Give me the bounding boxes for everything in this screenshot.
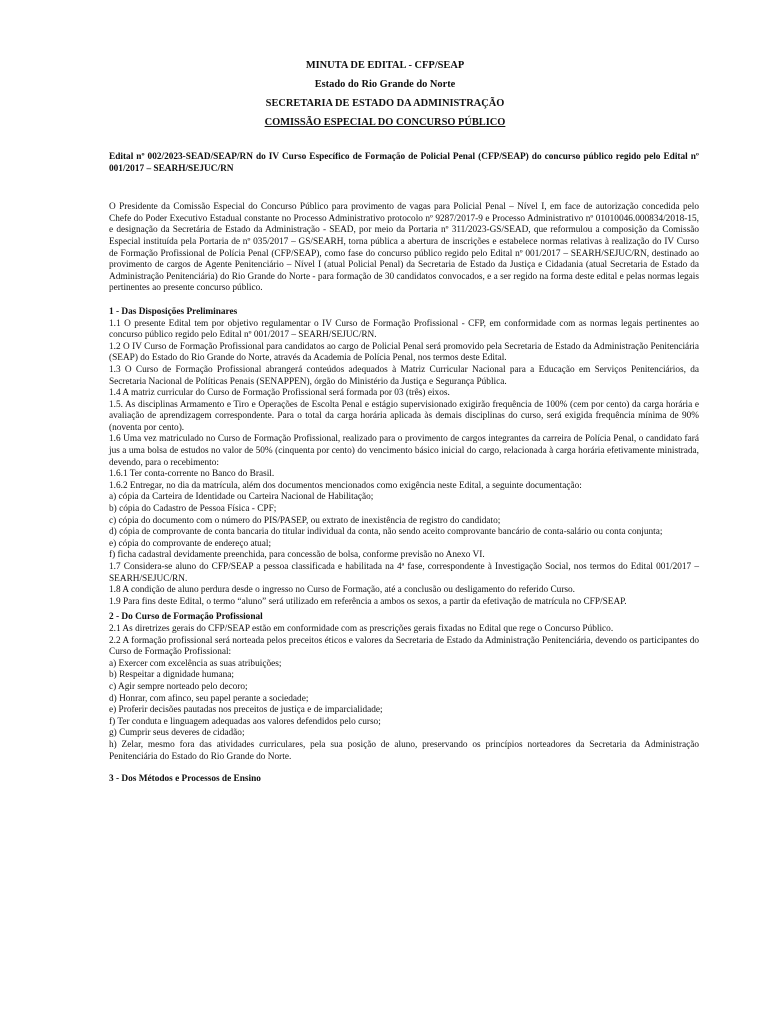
clause-2-2: 2.2 A formação profissional será norteada pelos preceitos éticos e valores da Secretaria de Estado da Administração Penitenciária, devendo os participantes do Curso de Formação Profissional: [109, 635, 699, 658]
list-item-b: b) Respeitar a dignidade humana; [109, 670, 234, 681]
list-item-f: f) Ter conduta e linguagem adequadas aos valores defendidos pelo curso; [109, 716, 381, 727]
section-1-title: 1 - Das Disposições Preliminares [109, 306, 238, 317]
edital-title: Edital nº 002/2023-SEAD/SEAP/RN do IV Curso Específico de Formação de Policial Penal (CFP/SEAP) do concurso público regido pelo Edital nº 001/2017 – SEARH/SEJUC/RN [109, 152, 699, 174]
header-state: Estado do Rio Grande do Norte [314, 79, 456, 90]
clause-1-8: 1.8 A condição de aluno perdura desde o ingresso no Curso de Formação, até a conclusão ou desligamento do referido Curso. [109, 585, 576, 596]
clause-1-4: 1.4 A matriz curricular do Curso de Formação Profissional será formada por 03 (três) eixos. [109, 388, 450, 399]
section-2-title: 2 - Do Curso de Formação Profissional [109, 612, 263, 623]
list-item-f: f) ficha cadastral devidamente preenchida, para concessão de bolsa, conforme previsão no Anexo VI. [109, 550, 485, 561]
clause-2-1: 2.1 As diretrizes gerais do CFP/SEAP estão em conformidade com as prescrições gerais fixadas no Edital que rege o Concurso Público. [109, 623, 614, 634]
clause-1-6-2: 1.6.2 Entregar, no dia da matrícula, além dos documentos mencionados como exigência neste Edital, a seguinte documentação: [109, 480, 582, 491]
list-item-h: h) Zelar, mesmo fora das atividades curriculares, pela sua posição de aluno, preservando os princípios norteadores da Secretaria da Administração Penitenciária do Estado do Rio Grande do Norte. [109, 739, 699, 762]
list-item-b: b) cópia do Cadastro de Pessoa Física - CPF; [109, 504, 277, 515]
clause-1-3: 1.3 O Curso de Formação Profissional abrangerá conteúdos adequados à Matriz Curricular Nacional para a Educação em Serviços Penitenciários, da Secretaria Nacional de Políticas Penais (SENAPPEN), órgão do Ministério da Justiça e Segurança Pública. [109, 364, 699, 387]
document-body [109, 152, 699, 786]
header-commission: COMISSÃO ESPECIAL DO CONCURSO PÚBLICO [264, 117, 506, 128]
list-item-c: c) Agir sempre norteado pelo decoro; [109, 681, 248, 692]
clause-1-6-1: 1.6.1 Ter conta-corrente no Banco do Brasil. [109, 469, 275, 480]
list-item-a: a) cópia da Carteira de Identidade ou Carteira Nacional de Habilitação; [109, 492, 374, 503]
section-3-title: 3 - Dos Métodos e Processos de Ensino [109, 774, 261, 785]
header-secretariat: SECRETARIA DE ESTADO DA ADMINISTRAÇÃO [265, 98, 505, 109]
list-item-c: c) cópia do documento com o número do PIS/PASEP, ou extrato de inexistência de registro do candidato; [109, 515, 501, 526]
clause-1-5: 1.5. As disciplinas Armamento e Tiro e Operações de Escolta Penal e estágio supervisionado exigirão frequência de 100% (cem por cento) da carga horária e avaliação de aprendizagem correspondente. Para o total da carga horária aplicada às demais disciplinas do curso, será exigida frequência mínima de 90% (noventa por cento). [109, 399, 699, 433]
list-item-g: g) Cumprir seus deveres de cidadão; [109, 728, 245, 739]
clause-1-7: 1.7 Considera-se aluno do CFP/SEAP a pessoa classificada e habilitada na 4ª fase, correspondente à Investigação Social, nos termos do Edital 001/2017 – SEARH/SEJUC/RN. [109, 562, 699, 584]
list-item-d: d) Honrar, com afinco, seu papel perante a sociedade; [109, 693, 309, 704]
list-item-d: d) cópia de comprovante de conta bancaria do titular individual da conta, não sendo aceito comprovante bancário de conta-salário ou conta conjunta; [109, 527, 663, 538]
list-item-a: a) Exercer com excelência as suas atribuições; [109, 658, 282, 669]
clause-1-2: 1.2 O IV Curso de Formação Profissional para candidatos ao cargo de Policial Penal será promovido pela Secretaria de Estado da Administração Penitenciária (SEAP) do Estado do Rio Grande do Norte, através da Academia de Polícia Penal, nos termos deste Edital. [109, 341, 699, 364]
header-minuta: MINUTA DE EDITAL - CFP/SEAP [305, 60, 465, 71]
clause-1-6: 1.6 Uma vez matriculado no Curso de Formação Profissional, realizado para o provimento de cargos integrantes da carreira de Polícia Penal, o candidato fará jus a uma bolsa de estudos no valor de 50% (cinquenta por cento) do vencimento básico inicial do cargo, relacionada à carga horária efetivamente ministrada, devendo, para o recebimento: [109, 434, 699, 468]
intro-paragraph: O Presidente da Comissão Especial do Concurso Público para provimento de vagas para Policial Penal – Nível I, em face de autorização concedida pelo Chefe do Poder Executivo Estadual constante no Processo Administrativo protocolo nº 9287/2017-9 e Processo Administrativo nº 01010046.000834/2018-15, e designação da Secretária de Estado da Administração - SEAD, por meio da Portaria nº 311/2023-GS/SEAD, que reformulou a composição da Comissão Especial instituída pela Portaria de nº 035/2017 – GS/SEARH, torna pública a abertura de inscrições e estabelece normas relativas à realização do IV Curso de Formação Profissional de Polícia Penal (CFP/SEAP), como fase do concurso público regido pelo Edital nº 001/2017 – SEARH/SEJUC/RN, destinado ao provimento de cargos de Agente Penitenciário – Nível I (atual Policial Penal) da Secretaria de Estado da Justiça e Cidadania (atual Secretaria de Estado da Administração Penitenciária) do Rio Grande do Norte - para formação de 30 candidatos convocados, e a ser regido na forma deste edital e pelas normas legais pertinentes ao presente concurso público. [109, 202, 699, 294]
list-item-e: e) Proferir decisões pautadas nos preceitos de justiça e de imparcialidade; [109, 705, 383, 716]
clause-1-1: 1.1 O presente Edital tem por objetivo regulamentar o IV Curso de Formação Profissional - CFP, em conformidade com as normas legais pertinentes ao concurso público regido pelo Edital nº 001/2017 – SEARH/SEJUC/RN. [109, 318, 699, 341]
clause-1-9: 1.9 Para fins deste Edital, o termo “aluno” será utilizado em referência a ambos os sexos, a partir da efetivação de matrícula no CFP/SEAP. [109, 596, 627, 607]
list-item-e: e) cópia do comprovante de endereço atual; [109, 538, 272, 549]
document-header [0, 56, 770, 132]
